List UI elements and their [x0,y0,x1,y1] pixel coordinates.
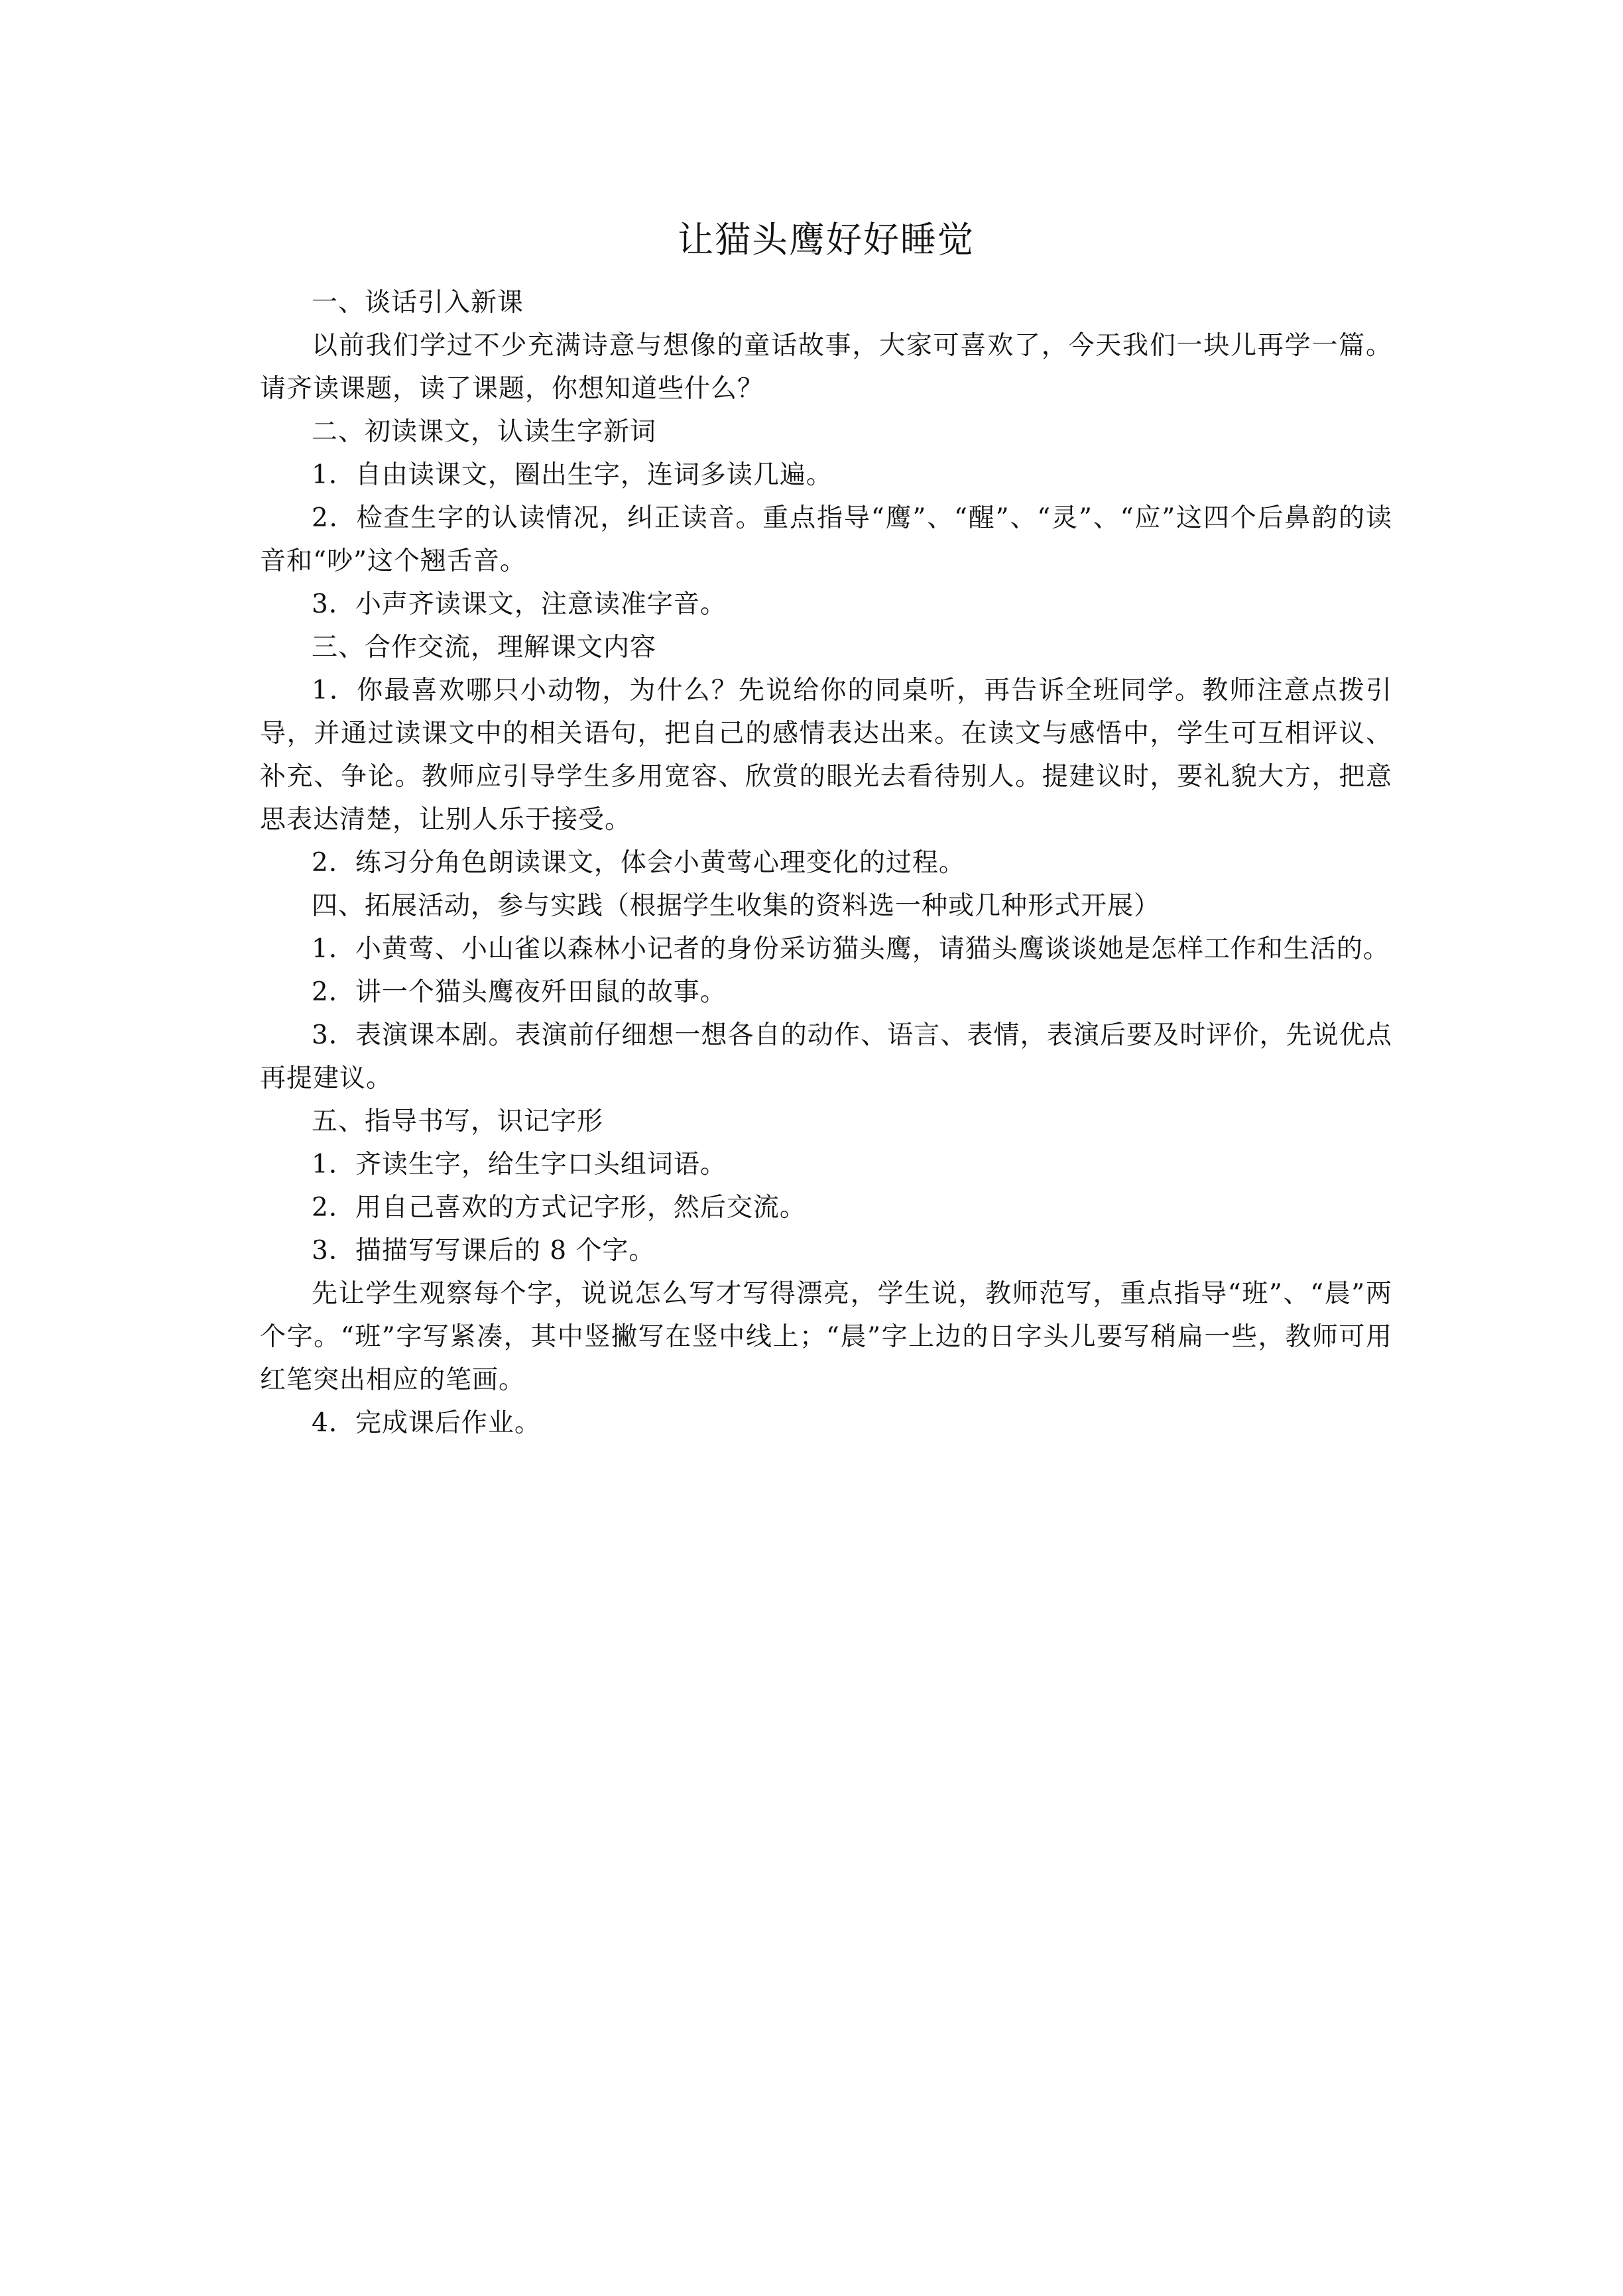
paragraph: 先让学生观察每个字，说说怎么写才写得漂亮，学生说，教师范写，重点指导“班”、“晨”两个字。“班”字写紧凑，其中竖撇写在竖中线上；“晨”字上边的日字头儿要写稍扁一些，教师可用红笔突出相应的笔画。 [260,1279,1392,1395]
paragraph: 3．描描写写课后的 8 个字。 [312,1236,656,1266]
paragraph: 3．小声齐读课文，注意读准字音。 [312,589,727,619]
paragraph: 2．讲一个猫头鹰夜歼田鼠的故事。 [312,977,727,1007]
section-heading-first-reading: 二、初读课文，认读生字新词 [312,417,657,447]
paragraph: 2．用自己喜欢的方式记字形，然后交流。 [312,1193,806,1223]
paragraph: 2．检查生字的认读情况，纠正读音。重点指导“鹰”、“醒”、“灵”、“应”这四个后鼻韵的读音和“吵”这个翘舌音。 [260,503,1392,576]
paragraph: 4．完成课后作业。 [312,1408,541,1438]
paragraph: 1．小黄莺、小山雀以森林小记者的身份采访猫头鹰，请猫头鹰谈谈她是怎样工作和生活的。 [312,934,1390,964]
document-title: 让猫头鹰好好睡觉 [678,219,975,261]
paragraph: 3．表演课本剧。表演前仔细想一想各自的动作、语言、表情，表演后要及时评价，先说优点再提建议。 [260,1020,1392,1093]
paragraph: 1．自由读课文，圈出生字，连词多读几遍。 [312,460,833,490]
paragraph: 1．齐读生字，给生字口头组词语。 [312,1150,727,1179]
section-heading-intro: 一、谈话引入新课 [312,288,524,318]
section-heading-writing: 五、指导书写，识记字形 [312,1107,604,1136]
section-heading-extension: 四、拓展活动，参与实践（根据学生收集的资料选一种或几种形式开展） [312,891,1161,921]
paragraph: 1．你最喜欢哪只小动物，为什么？先说给你的同桌听，再告诉全班同学。教师注意点拨引导，并通过读课文中的相关语句，把自己的感情表达出来。在读文与感悟中，学生可互相评议、补充、争论。教师应引导学生多用宽容、欣赏的眼光去看待别人。提建议时，要礼貌大方，把意思表达清楚，让别人乐于接受。 [260,676,1392,835]
paragraph: 以前我们学过不少充满诗意与想像的童话故事，大家可喜欢了，今天我们一块儿再学一篇。请齐读课题，读了课题，你想知道些什么？ [260,331,1392,404]
paragraph: 2．练习分角色朗读课文，体会小黄莺心理变化的过程。 [312,848,965,878]
section-heading-cooperation: 三、合作交流，理解课文内容 [312,633,657,662]
document-body [260,199,1392,1445]
